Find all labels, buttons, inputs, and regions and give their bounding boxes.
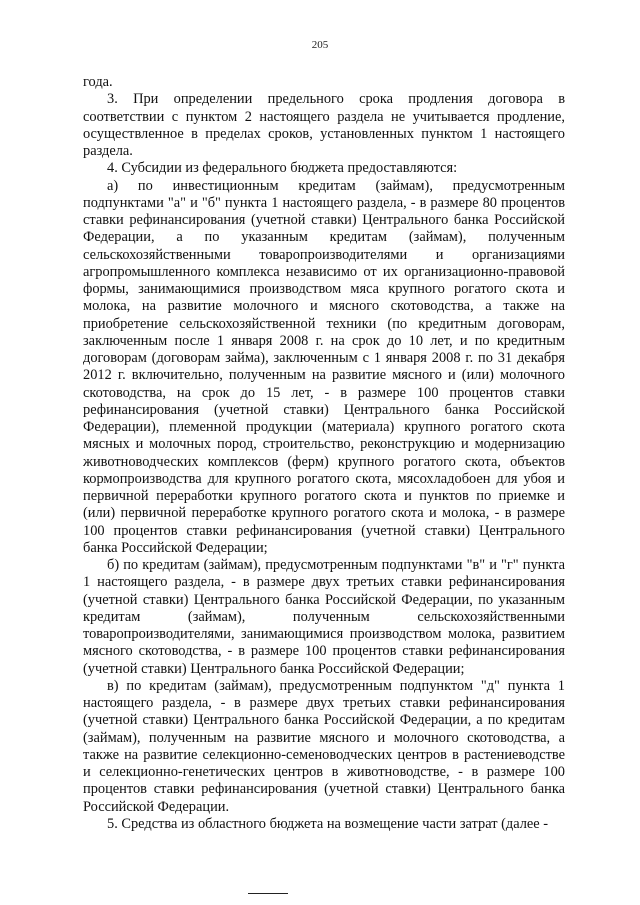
paragraph-subitem-a: а) по инвестиционным кредитам (займам), предусмотренным подпунктами "а" и "б" пункта 1 настоящего раздела, - в размере 80 процентов ставки рефинансирования (учетной ставки) Центрального банка Российской Федерации, а по указанным кредитам (займам), полученным сельскохозяйственными товаропроизводителями и организациями агропромышленного комплекса независимо от их организационно-правовой формы, занимающимися производством мяса крупного рогатого скота и молока, на развитие молочного и мясного скотоводства, а также на приобретение сельскохозяйственной техники (по кредитным договорам, заключенным после 1 января 2008 г. на срок до 10 лет, и по кредитным договорам (договорам займа), заключенным с 1 января 2008 г. по 31 декабря 2012 г. включительно, полученным на развитие мясного и (или) молочного скотоводства, на срок до 15 лет, - в размере 100 процентов ставки рефинансирования (учетной ставки) Центрального банка Российской Федерации), племенной продукции (материала) крупного рогатого скота мясных и молочных пород, строительство, реконструкцию и модернизацию животноводческих комплексов (ферм) крупного рогатого скота, объектов кормопроизводства для крупного рогатого скота, мясохладобоен для убоя и первичной переработки крупного рогатого скота и пунктов по приемке и (или) первичной переработке крупного рогатого скота и молока, - в размере 100 процентов ставки рефинансирования (учетной ставки) Центрального банка Российской Федерации; [83, 177, 565, 556]
paragraph-continuation: года. [83, 74, 113, 90]
paragraph-subitem-b: б) по кредитам (займам), предусмотренным подпунктами "в" и "г" пункта 1 настоящего раздела, - в размере двух третьих ставки рефинансирования (учетной ставки) Центрального банка Российской Федерации, по указанным кредитам (займам), полученным сельскохозяйственными товаропроизводителями, занимающимися производством молока, развитием мясного скотоводства, - в размере 100 процентов ставки рефинансирования (учетной ставки) Центрального банка Российской Федерации; [83, 557, 565, 677]
document-body [83, 74, 565, 833]
footer-rule [248, 893, 288, 894]
page-number: 205 [311, 39, 329, 51]
paragraph-item-4: 4. Субсидии из федерального бюджета предоставляются: [107, 160, 458, 177]
paragraph-item-5: 5. Средства из областного бюджета на возмещение части затрат (далее - [107, 815, 549, 832]
paragraph-item-3: 3. При определении предельного срока продления договора в соответствии с пунктом 2 настоящего раздела не учитывается продление, осуществленное в пределах сроков, установленных пунктом 1 настоящего раздела. [83, 91, 565, 159]
paragraph-subitem-v: в) по кредитам (займам), предусмотренным подпунктом "д" пункта 1 настоящего раздела, - в размере двух третьих ставки рефинансирования (учетной ставки) Центрального банка Российской Федерации, а по кредитам (займам), полученным на развитие мясного и молочного скотоводства, а также на развитие селекционно-семеноводческих центров в растениеводстве и селекционно-генетических центров в животноводстве, - в размере 100 процентов ставки рефинансирования (учетной ставки) Центрального банка Российской Федерации. [83, 677, 565, 815]
